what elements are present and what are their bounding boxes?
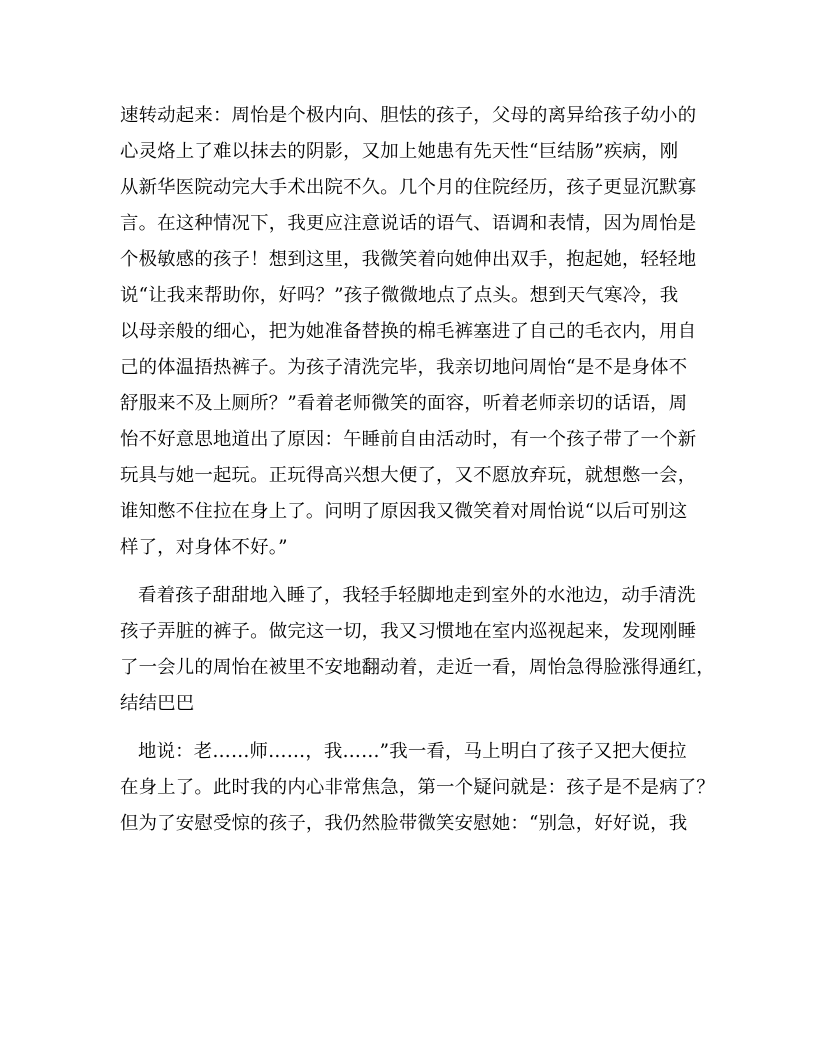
text-line: 孩子弄脏的裤子。做完这一切，我又习惯地在室内巡视起来，发现刚睡: [120, 621, 697, 642]
paragraph-start-line: 看着孩子甜甜地入睡了，我轻手轻脚地走到室外的水池边，动手清洗: [138, 585, 696, 606]
text-line: 言。在这种情况下，我更应注意说话的语气、语调和表情，因为周怡是: [120, 213, 697, 234]
text-line: 样了，对身体不好。”: [120, 537, 288, 558]
text-line: 从新华医院动完大手术出院不久。几个月的住院经历，孩子更显沉默寡: [120, 177, 697, 198]
text-line: 速转动起来：周怡是个极内向、胆怯的孩子，父母的离异给孩子幼小的: [120, 105, 697, 126]
text-line: 了一会儿的周怡在被里不安地翻动着，走近一看，周怡急得脸涨得通红，: [120, 657, 715, 678]
text-line: 个极敏感的孩子！想到这里，我微笑着向她伸出双手，抱起她，轻轻地: [120, 249, 697, 270]
text-line: 怡不好意思地道出了原因：午睡前自由活动时，有一个孩子带了一个新: [120, 429, 697, 450]
text-line: 但为了安慰受惊的孩子，我仍然脸带微笑安慰她：“别急，好好说，我: [120, 813, 688, 834]
text-line: 在身上了。此时我的内心非常焦急，第一个疑问就是：孩子是不是病了？: [120, 777, 715, 798]
text-line: 心灵烙上了难以抹去的阴影，又加上她患有先天性“巨结肠”疾病，刚: [120, 141, 679, 162]
text-line: 己的体温捂热裤子。为孩子清洗完毕，我亲切地问周怡“是不是身体不: [120, 357, 688, 378]
text-line: 谁知憋不住拉在身上了。问明了原因我又微笑着对周怡说“以后可别这: [120, 501, 688, 522]
paragraph-start-line: 地说：老……师……，我……”我一看，马上明白了孩子又把大便拉: [138, 741, 687, 762]
text-line: 结结巴巴: [120, 693, 195, 714]
text-line: 说“让我来帮助你，好吗？”孩子微微地点了点头。想到天气寒冷，我: [120, 285, 679, 306]
text-line: 以母亲般的细心，把为她准备替换的棉毛裤塞进了自己的毛衣内，用自: [120, 321, 697, 342]
document-body: [120, 98, 715, 842]
text-line: 玩具与她一起玩。正玩得高兴想大便了，又不愿放弃玩，就想憋一会，: [120, 465, 697, 486]
text-line: 舒服来不及上厕所？”看着老师微笑的面容，听着老师亲切的话语，周: [120, 393, 688, 414]
